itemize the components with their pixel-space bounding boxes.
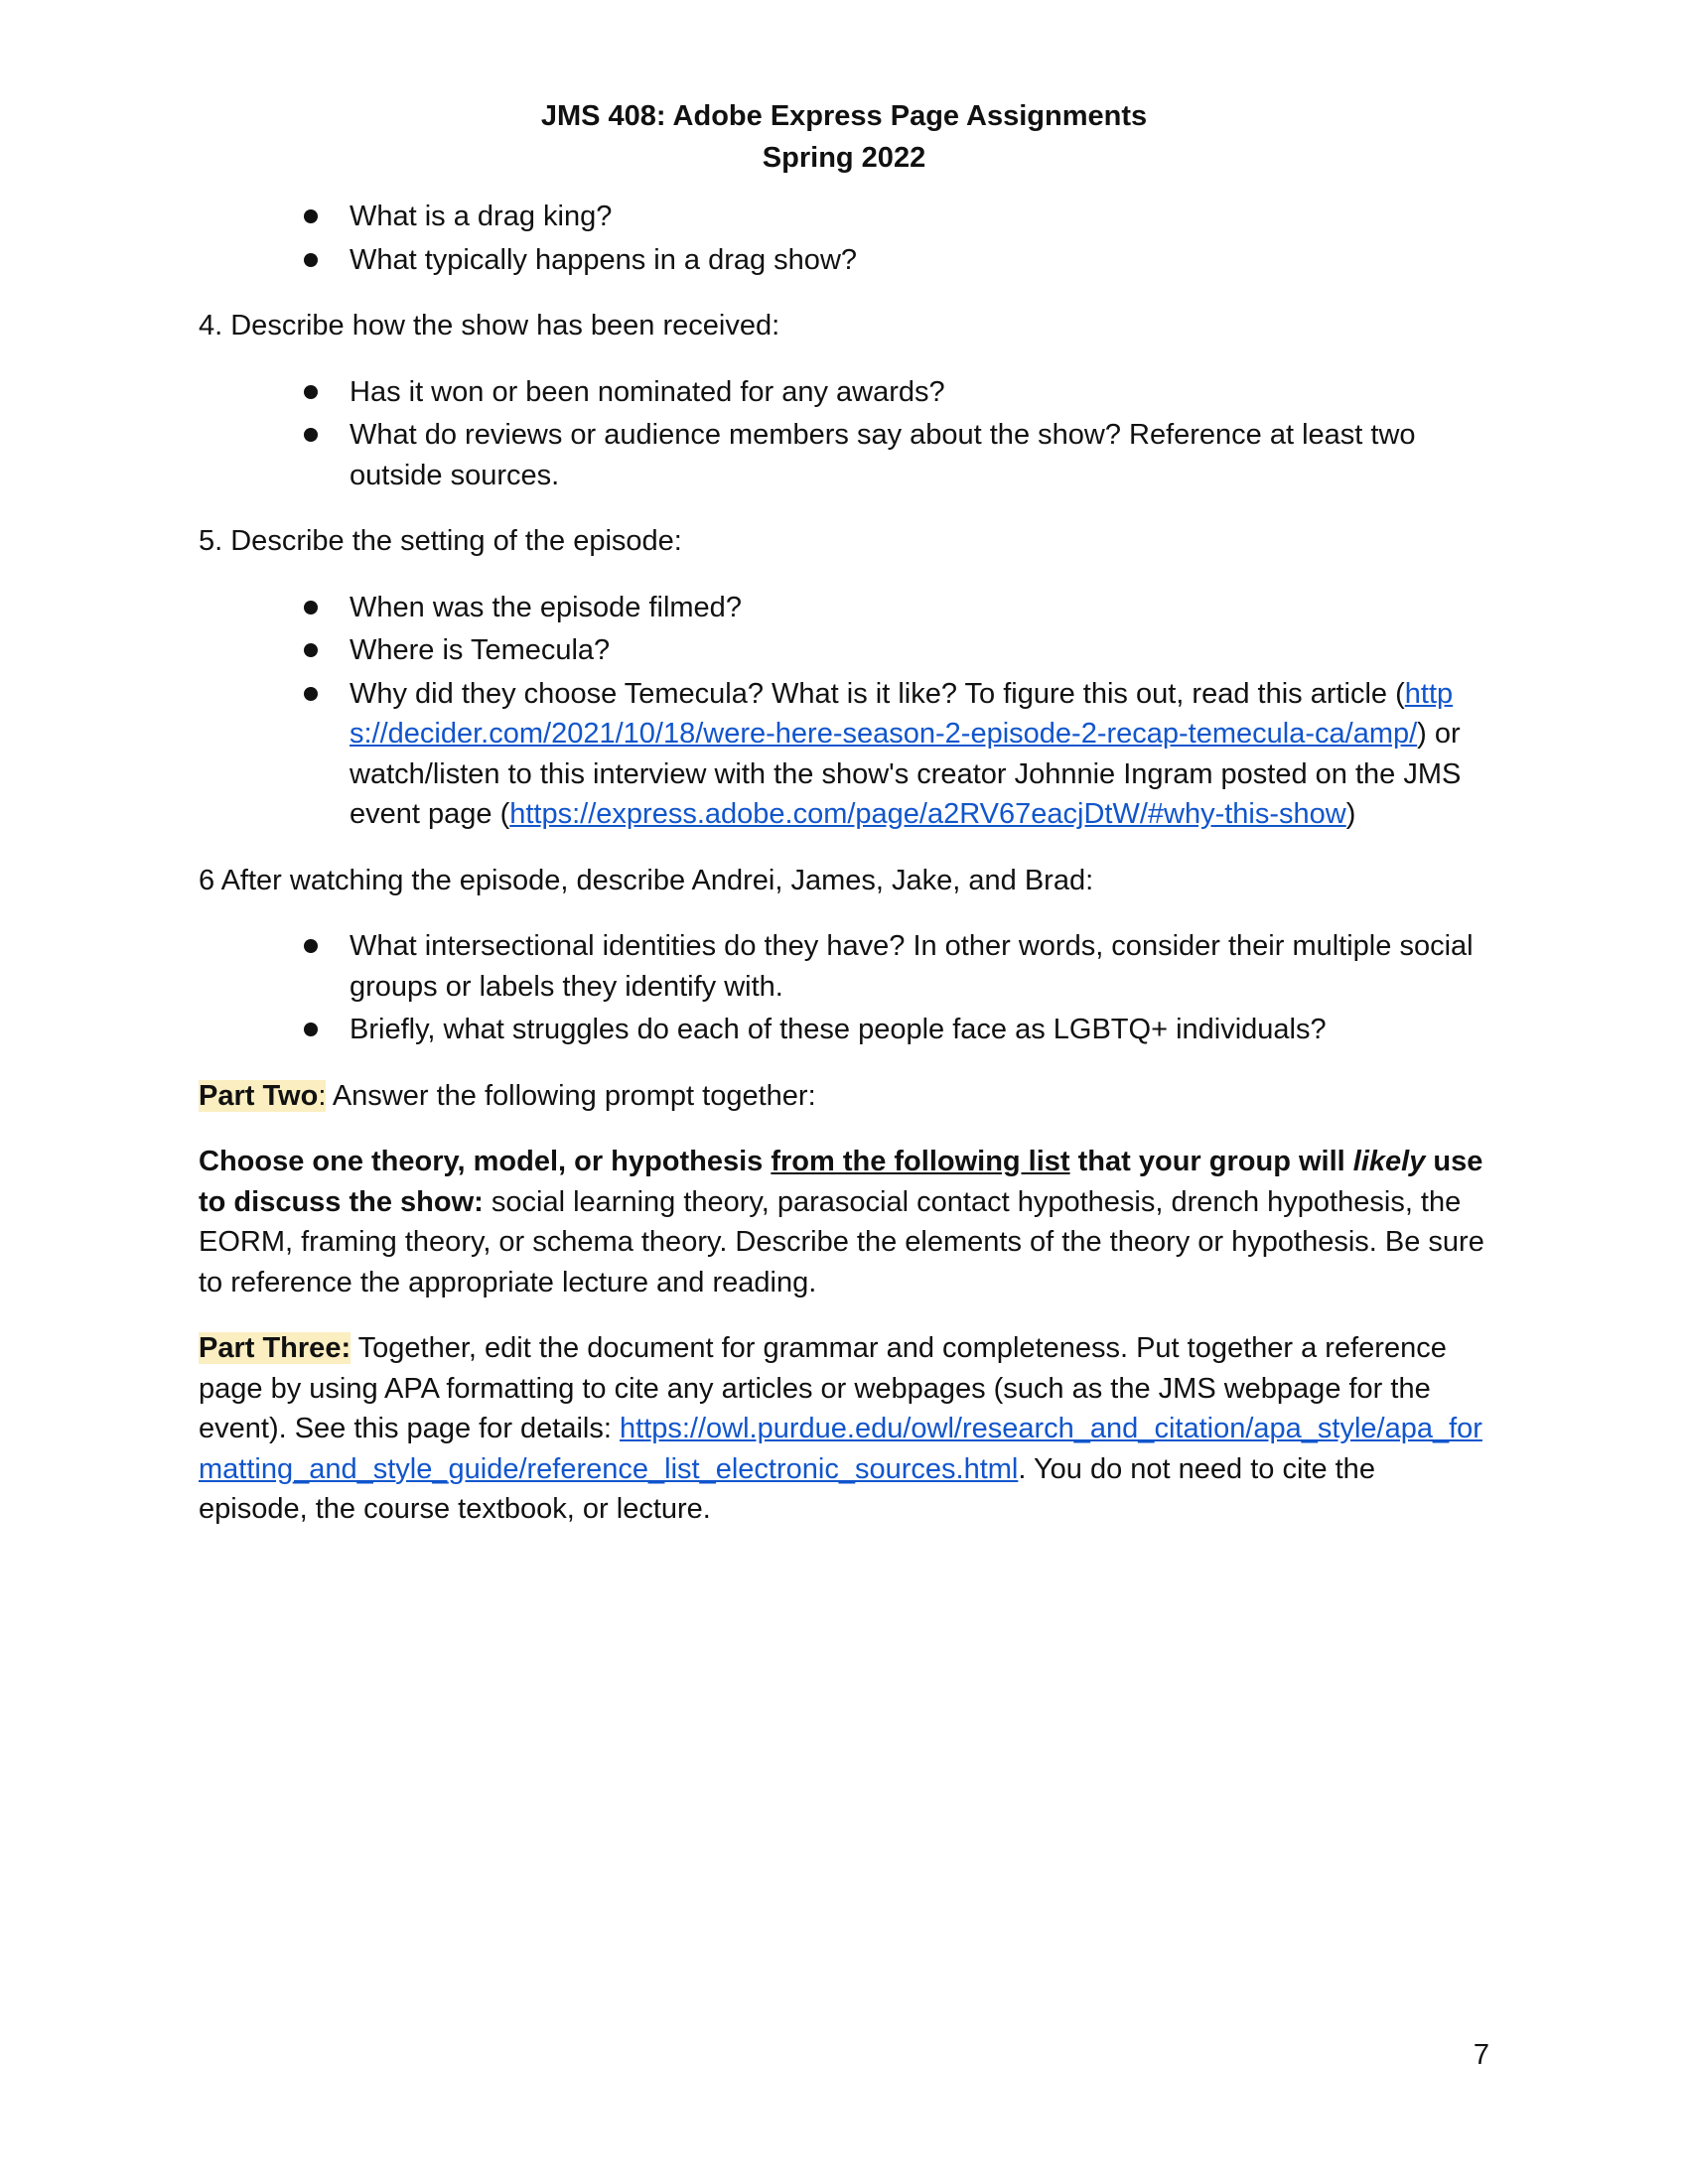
question-4-heading: 4. Describe how the show has been received: xyxy=(199,310,780,341)
part-two-label: Part Two: xyxy=(199,1079,327,1112)
part-two-prompt: Choose one theory, model, or hypothesis from the following list that your group will likely use to discuss the show: social learning theory, parasocial contact hypothesis, drench hypothesis, the EORM, framing theory, or schema theory. Describe the elements of the theory or hypothesis. Be sure to reference the appropriate lecture and reading. xyxy=(199,1146,1484,1298)
header-title: JMS 408: Adobe Express Page Assignments xyxy=(540,100,1148,132)
bullet-icon xyxy=(304,385,318,399)
list-item: Has it won or been nominated for any awards? xyxy=(350,372,1489,413)
bullet-icon xyxy=(304,209,318,223)
bullet-icon xyxy=(304,939,318,953)
list-item: Briefly, what struggles do each of these people face as LGBTQ+ individuals? xyxy=(350,1010,1489,1050)
bullet-icon xyxy=(304,1023,318,1036)
list-item: What intersectional identities do they have? In other words, consider their multiple social groups or labels they identify with. xyxy=(350,926,1489,1007)
question-5-heading: 5. Describe the setting of the episode: xyxy=(199,525,682,557)
question-5-list xyxy=(199,588,1489,835)
header-term: Spring 2022 xyxy=(762,142,926,174)
purdue-owl-link[interactable]: https://owl.purdue.edu/owl/research_and_citation/apa_style/apa_formatting_and_style_guide/reference_list_electronic_sources.html xyxy=(199,1413,1482,1485)
document-header xyxy=(0,95,1688,179)
list-item: When was the episode filmed? xyxy=(350,588,1489,628)
list-item: What typically happens in a drag show? xyxy=(350,240,1489,281)
list-item: What is a drag king? xyxy=(350,197,1489,237)
question-6-list xyxy=(199,926,1489,1050)
part-three-label: Part Three: xyxy=(199,1332,352,1364)
bullet-icon xyxy=(304,428,318,442)
part-two-intro: Part Two: Answer the following prompt together: xyxy=(199,1079,816,1112)
list-item: Where is Temecula? xyxy=(350,630,1489,671)
decider-article-link[interactable]: https://decider.com/2021/10/18/were-here-season-2-episode-2-recap-temecula-ca/amp/ xyxy=(350,677,1454,750)
bullet-icon xyxy=(304,253,318,267)
bullet-icon xyxy=(304,601,318,614)
list-item: Why did they choose Temecula? What is it like? To figure this out, read this article (https://decider.com/2021/10/18/were-here-season-2-episode-2-recap-temecula-ca/amp/) or watch/listen to this interview with the show's creator Johnnie Ingram posted on the JMS event page (https://express.adobe.com/page/a2RV67eacjDtW/#why-this-show) xyxy=(350,674,1489,835)
question-4-list xyxy=(199,372,1489,496)
drag-questions-list xyxy=(199,197,1489,280)
part-three-paragraph: Part Three: Together, edit the document for grammar and completeness. Put together a reference page by using APA formatting to cite any articles or webpages (such as the JMS webpage for the event). See this page for details: https://owl.purdue.edu/owl/research_and_citation/apa_style/apa_formatting_and_style_guide/reference_list_electronic_sources.html. You do not need to cite the episode, the course textbook, or lecture. xyxy=(199,1332,1482,1525)
bullet-icon xyxy=(304,687,318,701)
page-number: 7 xyxy=(1473,2039,1489,2071)
list-item: What do reviews or audience members say about the show? Reference at least two outside sources. xyxy=(350,415,1489,495)
question-6-heading: 6 After watching the episode, describe Andrei, James, Jake, and Brad: xyxy=(199,864,1094,896)
adobe-express-link[interactable]: https://express.adobe.com/page/a2RV67eacjDtW/#why-this-show xyxy=(509,798,1346,830)
document-body xyxy=(199,197,1489,1530)
bullet-icon xyxy=(304,643,318,657)
